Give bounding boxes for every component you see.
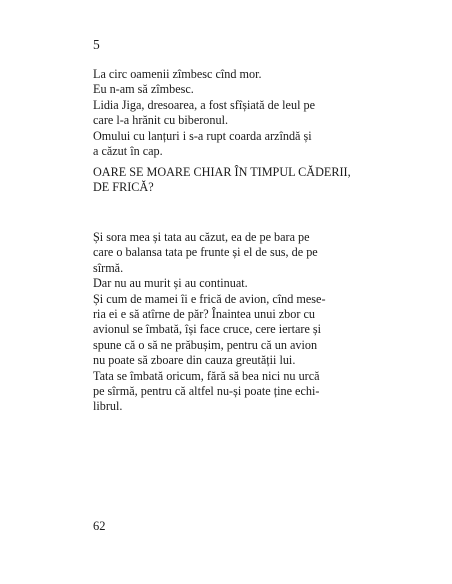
text-line: care l-a hrănit cu biberonul. — [93, 113, 229, 128]
text-line: Dar nu au murit și au continuat. — [93, 276, 248, 291]
text-line: nu poate să zboare din cauza greutății lui. — [93, 353, 296, 368]
text-line: spune că o să ne prăbușim, pentru că un avion — [93, 337, 318, 352]
text-line: ria ei e să atîrne de păr? Înaintea unui zbor cu — [93, 307, 315, 322]
text-line: Omului cu lanțuri i s-a rupt coarda arzîndă și — [93, 128, 312, 143]
page-number: 62 — [93, 519, 106, 533]
text-line: Și cum de mamei îi e frică de avion, cînd mese- — [93, 291, 326, 306]
paragraph-family-falls — [93, 230, 363, 415]
text-line: librul. — [93, 399, 123, 414]
text-line: Tata se îmbată oricum, fără să bea nici nu urcă — [93, 368, 320, 383]
text-line: avionul se îmbată, își face cruce, cere iertare și — [93, 322, 322, 337]
paragraph-circus — [93, 67, 363, 159]
text-line: care o balansa tata pe frunte și el de sus, de pe — [93, 245, 318, 260]
text-line: OARE SE MOARE CHIAR ÎN TIMPUL CĂDERII, — [93, 165, 351, 179]
text-line: La circ oamenii zîmbesc cînd mor. — [93, 67, 262, 81]
text-line: sîrmă. — [93, 260, 124, 275]
text-line: Eu n-am să zîmbesc. — [93, 82, 194, 97]
text-line: Și sora mea și tata au căzut, ea de pe bara pe — [93, 230, 310, 244]
chapter-number: 5 — [93, 37, 100, 52]
text-line: DE FRICĂ? — [93, 180, 154, 195]
text-line: Lidia Jiga, dresoarea, a fost sfîșiată de leul pe — [93, 97, 315, 112]
text-line: pe sîrmă, pentru că altfel nu-și poate ține echi- — [93, 384, 320, 399]
text-line: a căzut în cap. — [93, 144, 163, 159]
paragraph-question-heading — [93, 165, 363, 196]
